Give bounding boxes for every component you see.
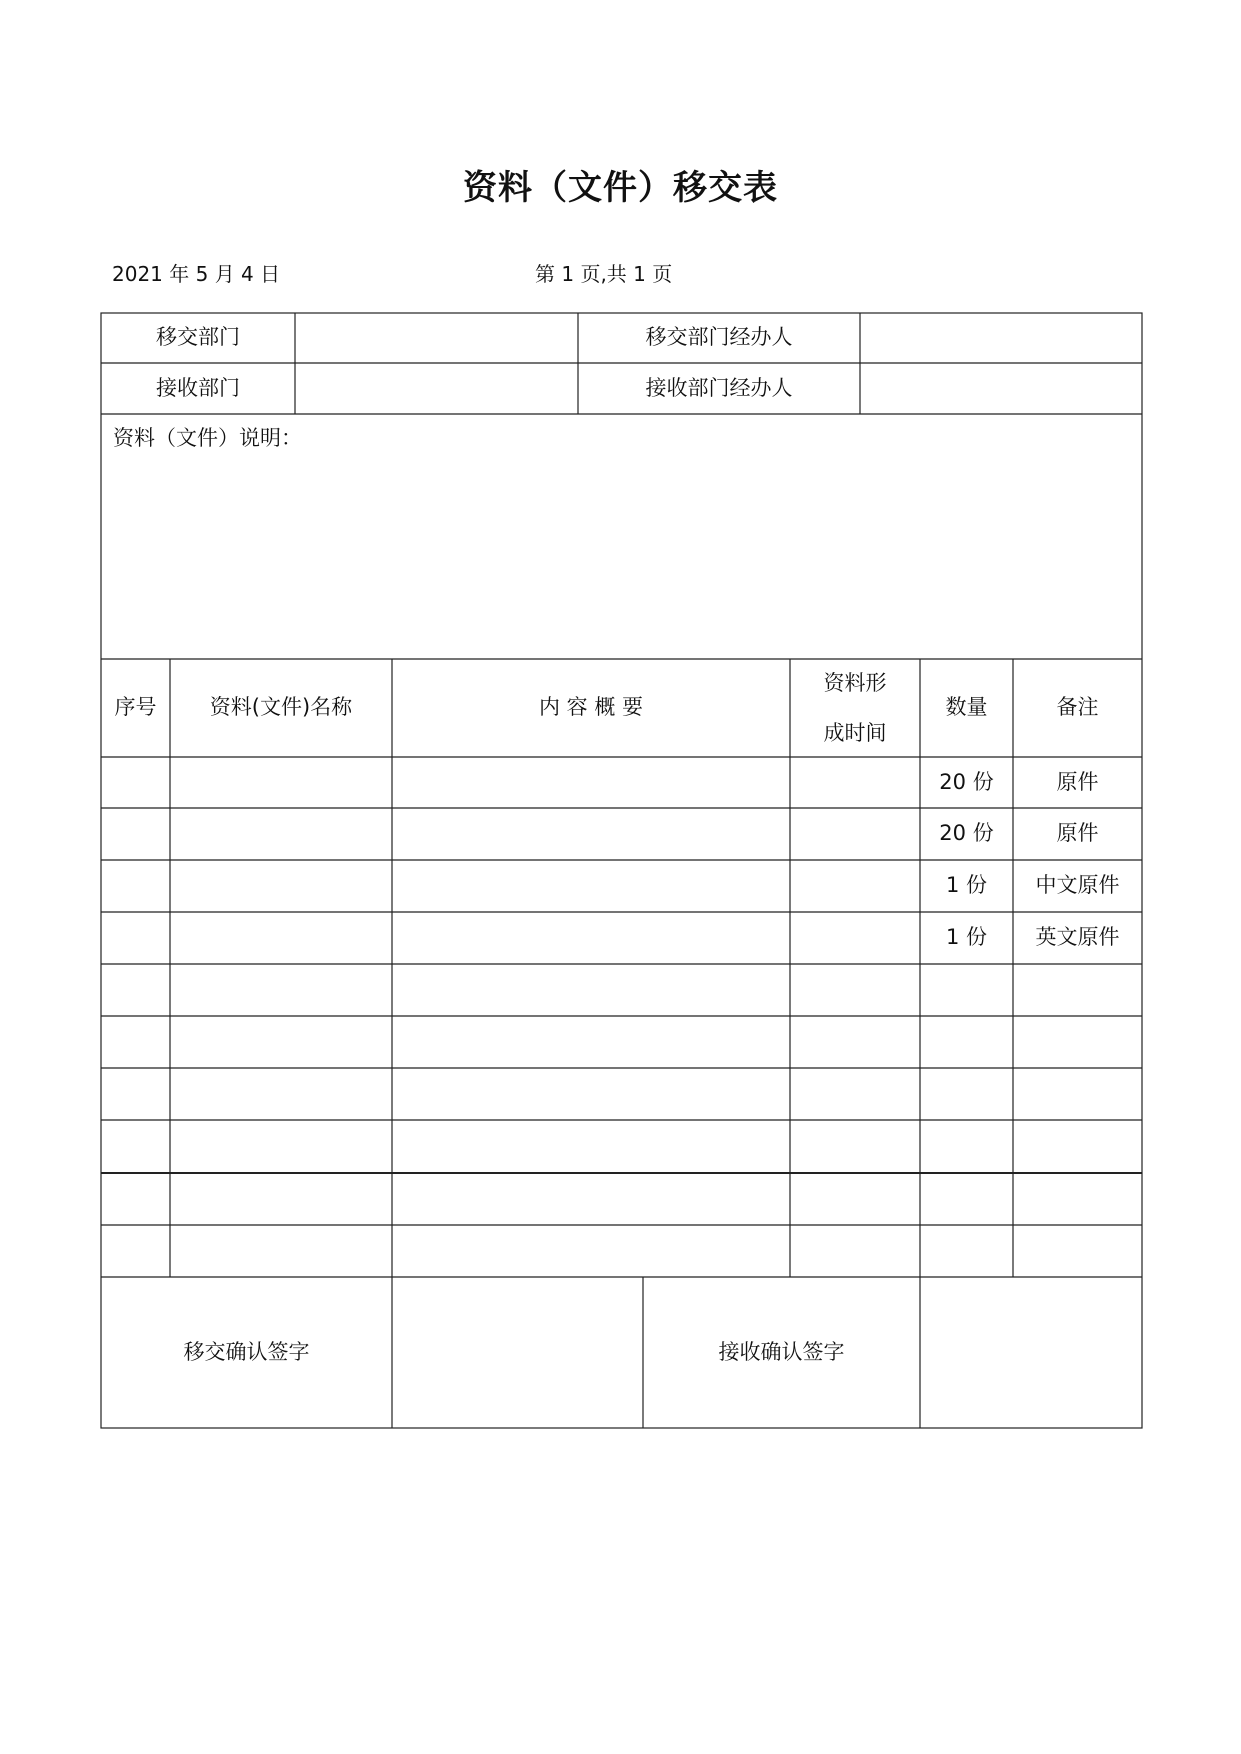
column-header-time-line2: 成时间 xyxy=(823,721,887,745)
column-header-name: 资料(文件)名称 xyxy=(209,695,353,720)
row-remark-cell[interactable]: 英文原件 xyxy=(1035,925,1120,950)
row-index-cell[interactable] xyxy=(101,1173,170,1225)
page-info: 第 1 页,共 1 页 xyxy=(535,262,673,286)
row-remark-cell[interactable] xyxy=(1013,1120,1142,1173)
row-remark-cell[interactable] xyxy=(1013,1173,1142,1225)
row-name-cell[interactable] xyxy=(170,757,392,808)
receive-signature-label: 接收确认签字 xyxy=(718,1339,845,1364)
row-index-cell[interactable] xyxy=(101,860,170,912)
row-summary-cell[interactable] xyxy=(392,1120,790,1173)
row-summary-cell[interactable] xyxy=(392,808,790,860)
column-header-time-line1: 资料形 xyxy=(823,671,887,695)
row-quantity-cell[interactable] xyxy=(920,964,1013,1016)
transfer-dept-field[interactable] xyxy=(295,313,578,363)
column-header-summary: 内 容 概 要 xyxy=(538,695,644,720)
row-index-cell[interactable] xyxy=(101,1120,170,1173)
row-remark-cell[interactable]: 原件 xyxy=(1056,769,1099,794)
column-header-quantity: 数量 xyxy=(945,695,988,720)
row-name-cell[interactable] xyxy=(170,860,392,912)
transfer-handler-field[interactable] xyxy=(860,313,1142,363)
row-time-cell[interactable] xyxy=(790,1173,920,1225)
transfer-dept-label: 移交部门 xyxy=(156,325,240,350)
row-index-cell[interactable] xyxy=(101,1225,170,1277)
row-time-cell[interactable] xyxy=(790,757,920,808)
row-time-cell[interactable] xyxy=(790,964,920,1016)
row-quantity-cell[interactable]: 1 份 xyxy=(945,925,988,950)
row-index-cell[interactable] xyxy=(101,1068,170,1120)
row-remark-cell[interactable] xyxy=(1013,1068,1142,1120)
row-quantity-cell[interactable]: 20 份 xyxy=(939,769,994,794)
row-name-cell[interactable] xyxy=(170,964,392,1016)
row-time-cell[interactable] xyxy=(790,1120,920,1173)
row-time-cell[interactable] xyxy=(790,912,920,964)
row-quantity-cell[interactable] xyxy=(920,1225,1013,1277)
description-area[interactable] xyxy=(101,414,1142,659)
row-name-cell[interactable] xyxy=(170,1173,392,1225)
receive-dept-label: 接收部门 xyxy=(156,375,240,400)
row-remark-cell[interactable]: 中文原件 xyxy=(1035,873,1120,898)
form-date: 2021 年 5 月 4 日 xyxy=(112,262,281,286)
row-index-cell[interactable] xyxy=(101,912,170,964)
row-name-cell[interactable] xyxy=(170,1068,392,1120)
row-index-cell[interactable] xyxy=(101,808,170,860)
row-remark-cell[interactable]: 原件 xyxy=(1056,821,1099,846)
row-summary-cell[interactable] xyxy=(392,757,790,808)
column-header-time xyxy=(790,659,920,757)
receive-dept-field[interactable] xyxy=(295,363,578,414)
row-quantity-cell[interactable] xyxy=(920,1120,1013,1173)
row-quantity-cell[interactable] xyxy=(920,1068,1013,1120)
row-summary-cell[interactable] xyxy=(392,1068,790,1120)
form-title: 资料（文件）移交表 xyxy=(463,168,778,208)
row-name-cell[interactable] xyxy=(170,808,392,860)
receive-handler-label: 接收部门经办人 xyxy=(645,375,793,400)
row-remark-cell[interactable] xyxy=(1013,1016,1142,1068)
receive-handler-field[interactable] xyxy=(860,363,1142,414)
column-header-remark: 备注 xyxy=(1056,695,1099,720)
row-summary-cell[interactable] xyxy=(392,964,790,1016)
transfer-handler-label: 移交部门经办人 xyxy=(645,325,793,350)
column-header-index: 序号 xyxy=(114,695,157,720)
receive-signature-field[interactable] xyxy=(920,1277,1142,1428)
row-summary-cell[interactable] xyxy=(392,860,790,912)
row-quantity-cell[interactable]: 1 份 xyxy=(945,873,988,898)
row-quantity-cell[interactable] xyxy=(920,1016,1013,1068)
row-summary-cell[interactable] xyxy=(392,1016,790,1068)
row-name-cell[interactable] xyxy=(170,1120,392,1173)
transfer-signature-field[interactable] xyxy=(392,1277,643,1428)
row-time-cell[interactable] xyxy=(790,1225,920,1277)
row-index-cell[interactable] xyxy=(101,964,170,1016)
row-summary-cell[interactable] xyxy=(392,1225,790,1277)
row-quantity-cell[interactable] xyxy=(920,1173,1013,1225)
row-summary-cell[interactable] xyxy=(392,912,790,964)
row-remark-cell[interactable] xyxy=(1013,964,1142,1016)
row-name-cell[interactable] xyxy=(170,1016,392,1068)
row-quantity-cell[interactable]: 20 份 xyxy=(939,821,994,846)
row-name-cell[interactable] xyxy=(170,912,392,964)
row-time-cell[interactable] xyxy=(790,1068,920,1120)
transfer-signature-label: 移交确认签字 xyxy=(183,1339,310,1364)
row-time-cell[interactable] xyxy=(790,1016,920,1068)
row-time-cell[interactable] xyxy=(790,808,920,860)
row-time-cell[interactable] xyxy=(790,860,920,912)
row-index-cell[interactable] xyxy=(101,757,170,808)
row-remark-cell[interactable] xyxy=(1013,1225,1142,1277)
row-index-cell[interactable] xyxy=(101,1016,170,1068)
description-label: 资料（文件）说明： xyxy=(113,426,302,450)
row-summary-cell[interactable] xyxy=(392,1173,790,1225)
row-name-cell[interactable] xyxy=(170,1225,392,1277)
